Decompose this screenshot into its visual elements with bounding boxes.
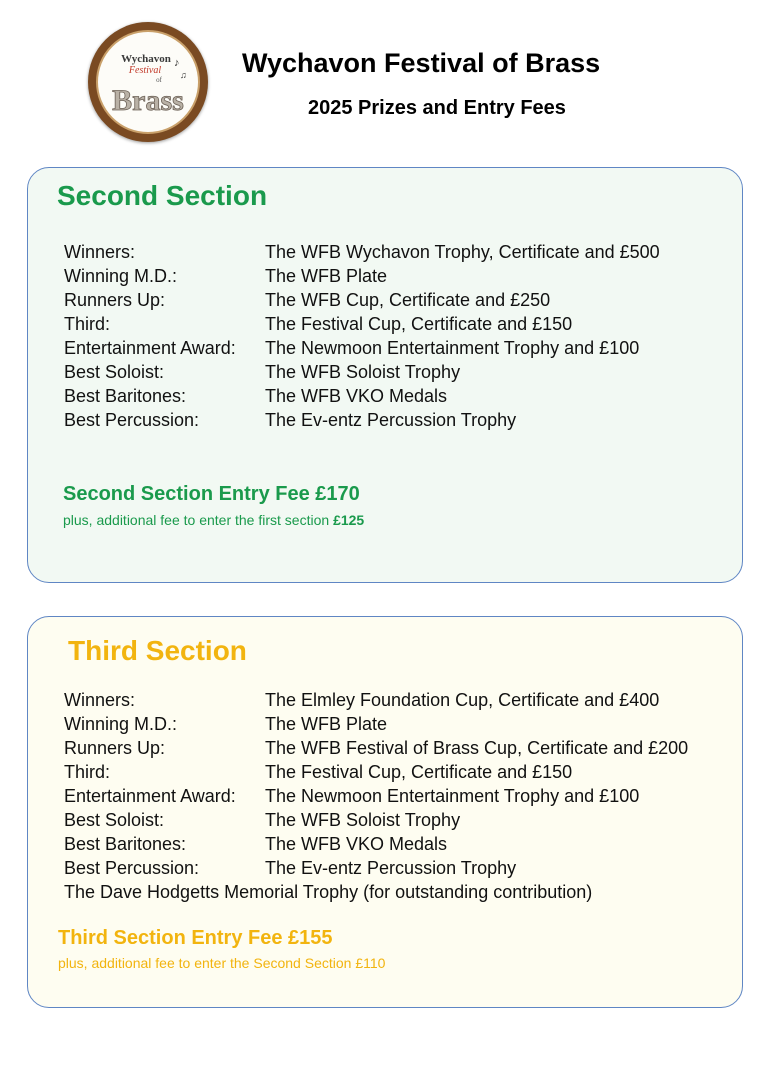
second-section-entry-fee: Second Section Entry Fee £170 [63,483,360,505]
prize-label: Winning M.D.: [64,714,178,734]
prize-value: The Ev-entz Percussion Trophy [265,410,517,430]
festival-logo-graphic [88,22,208,142]
third-section-title: Third Section [68,635,247,666]
prize-label: Best Soloist: [64,362,165,382]
second-section-title: Second Section [57,180,268,211]
music-note-icon: ♫ [180,70,187,80]
prize-value: The WFB VKO Medals [265,834,448,854]
prize-row [64,760,688,784]
svg-text:Wychavon: Wychavon [121,53,171,65]
prize-value: The WFB Soloist Trophy [265,362,461,382]
festival-logo [88,22,208,142]
svg-text:Festival: Festival [128,65,162,76]
prize-value: The WFB Wychavon Trophy, Certificate and £500 [265,242,660,262]
prize-value: The Elmley Foundation Cup, Certificate and £400 [265,690,660,710]
prize-value: The Ev-entz Percussion Trophy [265,858,517,878]
prize-label: Runners Up: [64,290,166,310]
prize-row [64,240,660,264]
prize-value: The WFB Plate [265,714,388,734]
prize-value: The WFB Cup, Certificate and £250 [265,290,551,310]
fee-note-amount: £125 [333,512,365,528]
prize-value: The Festival Cup, Certificate and £150 [265,762,573,782]
prize-row [64,288,660,312]
prize-row [64,408,660,432]
prize-value: The WFB Festival of Brass Cup, Certificate and £200 [265,738,689,758]
fee-note-text: plus, additional fee to enter the first section [63,512,330,528]
prize-row [64,360,660,384]
prize-row [64,808,688,832]
prize-value: The WFB Plate [265,266,388,286]
prize-label: Third: [64,762,111,782]
prize-row [64,336,660,360]
prize-label: Winners: [64,242,136,262]
svg-text:of: of [156,76,162,84]
prize-row [64,312,660,336]
prize-label: Winning M.D.: [64,266,178,286]
prize-row [64,832,688,856]
prize-row [64,688,688,712]
third-section-panel [27,616,743,1008]
prize-label: Winners: [64,690,136,710]
memorial-trophy: The Dave Hodgetts Memorial Trophy (for outstanding contribution) [64,882,593,902]
prize-value: The Festival Cup, Certificate and £150 [265,314,573,334]
page-subtitle: 2025 Prizes and Entry Fees [308,97,566,119]
prize-row [64,712,688,736]
second-section-panel [27,167,743,583]
prize-row [64,736,688,760]
svg-text:Brass: Brass [112,84,184,117]
prize-label: Entertainment Award: [64,786,236,806]
prize-label: Best Percussion: [64,410,200,430]
prize-row [64,784,688,808]
prize-label: Best Baritones: [64,834,187,854]
second-section-prize-list [64,240,660,432]
prize-label: Entertainment Award: [64,338,236,358]
prize-row [64,264,660,288]
third-section-prize-list [64,688,688,904]
prize-label: Runners Up: [64,738,166,758]
prize-row [64,384,660,408]
prize-label: Best Soloist: [64,810,165,830]
music-note-icon: ♪ [174,57,180,69]
prize-label: Best Percussion: [64,858,200,878]
prize-row [64,856,688,880]
page-title: Wychavon Festival of Brass [242,48,601,78]
second-section-fee-note [63,512,364,528]
third-section-entry-fee: Third Section Entry Fee £155 [58,927,333,949]
prize-value: The Newmoon Entertainment Trophy and £100 [265,786,640,806]
prize-label: Best Baritones: [64,386,187,406]
prize-value: The Newmoon Entertainment Trophy and £100 [265,338,640,358]
prize-value: The WFB VKO Medals [265,386,448,406]
third-section-fee-note: plus, additional fee to enter the Second Section £110 [58,955,386,971]
prize-label: Third: [64,314,111,334]
prize-value: The WFB Soloist Trophy [265,810,461,830]
